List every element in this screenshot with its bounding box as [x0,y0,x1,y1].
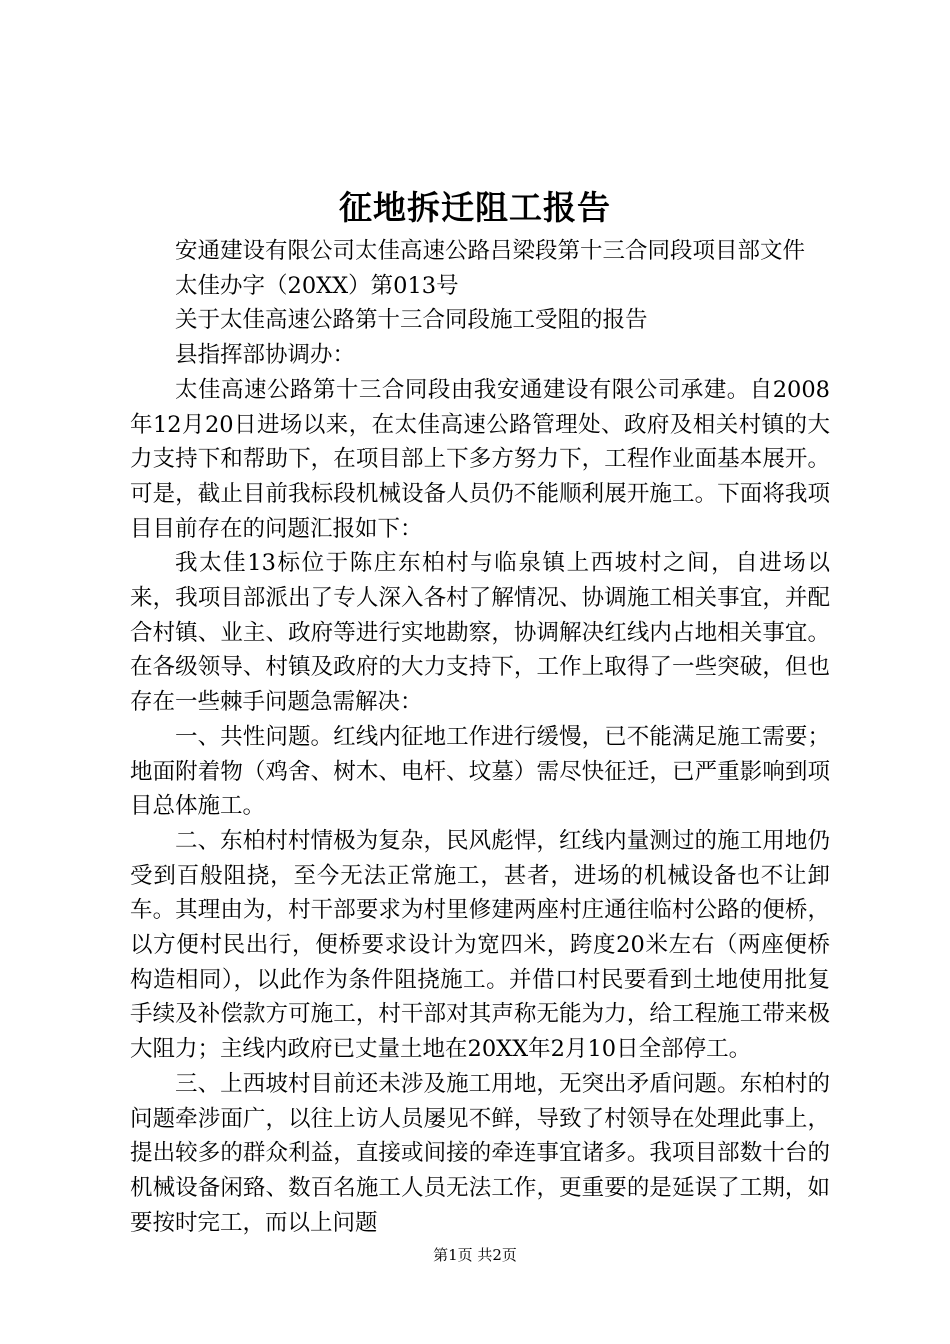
paragraph-recipient: 县指挥部协调办： [175,342,356,369]
paragraph-issue-2: 二、东柏村村情极为复杂，民风彪悍，红线内量测过的施工用地仍受到百般阻挠，至今无法正常施工，甚者，进场的机械设备也不让卸车。其理由为，村干部要求为村里修建两座村庄通往临村公路的便桥，以方便村民出行，便桥要求设计为宽四米，跨度20米左右（两座便桥构造相同），以此作为条件阻挠施工。并借口村民要看到土地使用批复手续及补偿款方可施工，村干部对其声称无能为力，给工程施工带来极大阻力；主线内政府已丈量土地在20XX年2月10日全部停工。 [130,827,830,1063]
paragraph-issuer: 安通建设有限公司太佳高速公路吕梁段第十三合同段项目部文件 [175,238,806,264]
paragraph-intro: 太佳高速公路第十三合同段由我安通建设有限公司承建。自2008年12月20日进场以来，在太佳高速公路管理处、政府及相关村镇的大力支持下和帮助下，在项目部上下多方努力下，工程作业面基本展开。可是，截止目前我标段机械设备人员仍不能顺利展开施工。下面将我项目目前存在的问题汇报如下： [130,376,830,542]
page-footer: 第1页 共2页 [433,1246,517,1264]
paragraph-issue-3: 三、上西坡村目前还未涉及施工用地，无突出矛盾问题。东柏村的问题牵涉面广，以往上访人员屡见不鲜，导致了村领导在处理此事上，提出较多的群众利益，直接或间接的牵连事宜诸多。我项目部数十台的机械设备闲臵、数百名施工人员无法工作，更重要的是延误了工期，如要按时完工，而以上问题 [130,1070,830,1236]
paragraph-doc-number: 太佳办字（20XX）第013号 [175,272,459,299]
paragraph-situation: 我太佳13标位于陈庄东柏村与临泉镇上西坡村之间，自进场以来，我项目部派出了专人深入各村了解情况、协调施工相关事宜，并配合村镇、业主、政府等进行实地勘察，协调解决红线内占地相关事宜。在各级领导、村镇及政府的大力支持下，工作上取得了一些突破，但也存在一些棘手问题急需解决： [130,550,830,716]
paragraph-issue-1: 一、共性问题。红线内征地工作进行缓慢，已不能满足施工需要；地面附着物（鸡舍、树木、电杆、坟墓）需尽快征迁，已严重影响到项目总体施工。 [130,723,830,820]
paragraph-subject: 关于太佳高速公路第十三合同段施工受阻的报告 [175,307,648,334]
document-body [130,234,830,1240]
document-title: 征地拆迁阻工报告 [339,188,611,227]
